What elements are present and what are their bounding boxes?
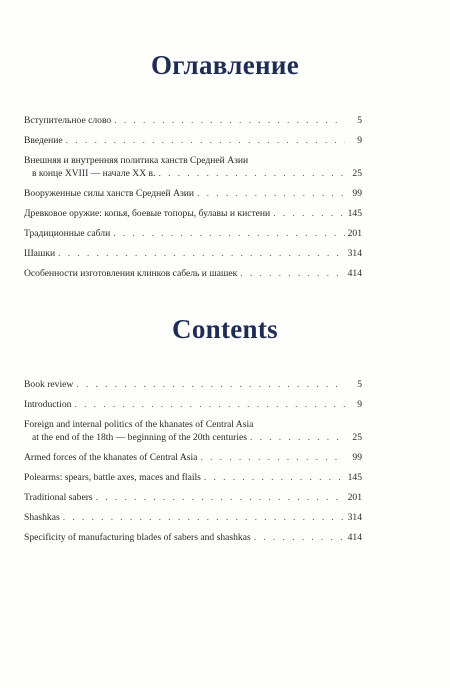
dot-leader <box>76 378 345 391</box>
english-toc-list <box>24 378 362 551</box>
toc-entry[interactable] <box>24 511 362 524</box>
dot-leader <box>74 398 345 411</box>
dot-leader <box>273 207 344 220</box>
toc-entry[interactable] <box>24 267 362 280</box>
toc-entry-page-number: 99 <box>352 188 362 199</box>
toc-entry-page-number: 9 <box>357 135 362 146</box>
toc-entry-page-number: 145 <box>347 472 362 483</box>
toc-entry-title: Armed forces of the khanates of Central Asia <box>24 452 198 463</box>
toc-entry-page-number: 145 <box>347 208 362 219</box>
dot-leader <box>200 451 345 464</box>
dot-leader <box>63 511 345 524</box>
toc-entry-page-number: 314 <box>347 512 362 523</box>
dot-leader <box>254 531 345 544</box>
toc-entry-title: Традиционные сабли <box>24 228 111 239</box>
toc-entry-page-number: 25 <box>352 168 362 179</box>
toc-entry-page-number: 414 <box>347 532 362 543</box>
toc-entry-page-number: 25 <box>352 432 362 443</box>
toc-entry[interactable] <box>24 378 362 391</box>
toc-entry-title: Book review <box>24 379 74 390</box>
toc-entry[interactable] <box>24 247 362 260</box>
toc-entry-page-number: 201 <box>347 228 362 239</box>
dot-leader <box>58 247 344 260</box>
toc-entry[interactable] <box>24 134 362 147</box>
toc-entry-page-number: 9 <box>357 399 362 410</box>
dot-leader <box>204 471 345 484</box>
toc-entry-title: Specificity of manufacturing blades of sabers and shashkas <box>24 532 251 543</box>
toc-entry[interactable] <box>24 154 362 180</box>
toc-entry-page-number: 414 <box>347 268 362 279</box>
dot-leader <box>158 167 345 180</box>
toc-entry-page-number: 201 <box>347 492 362 503</box>
toc-entry[interactable] <box>24 491 362 504</box>
toc-entry[interactable] <box>24 471 362 484</box>
toc-entry-title: Шашки <box>24 248 56 259</box>
toc-entry[interactable] <box>24 398 362 411</box>
toc-entry-page-number: 5 <box>357 379 362 390</box>
toc-entry-title-line: Foreign and internal politics of the khanates of Central Asia <box>24 419 254 430</box>
toc-entry-title: Shashkas <box>24 512 60 523</box>
toc-entry[interactable] <box>24 114 362 127</box>
dot-leader <box>96 491 345 504</box>
toc-entry-title: at the end of the 18th — beginning of the 20th centuries <box>32 432 248 443</box>
toc-entry-title: Introduction <box>24 399 72 410</box>
toc-entry-title: Polearms: spears, battle axes, maces and flails <box>24 472 201 483</box>
toc-entry[interactable] <box>24 531 362 544</box>
toc-entry[interactable] <box>24 227 362 240</box>
dot-leader <box>113 227 344 240</box>
toc-entry-title-line: Внешняя и внутренняя политика ханств Средней Азии <box>24 155 249 166</box>
toc-entry-title: Traditional sabers <box>24 492 93 503</box>
dot-leader <box>240 267 344 280</box>
toc-entry[interactable] <box>24 187 362 200</box>
toc-entry-page-number: 5 <box>357 115 362 126</box>
russian-toc-heading: Оглавление <box>151 50 299 80</box>
toc-entry[interactable] <box>24 451 362 464</box>
toc-entry-title: Древковое оружие: копья, боевые топоры, булавы и кистени <box>24 208 271 219</box>
toc-entry-page-number: 314 <box>347 248 362 259</box>
dot-leader <box>114 114 345 127</box>
toc-entry-page-number: 99 <box>352 452 362 463</box>
dot-leader <box>197 187 345 200</box>
dot-leader <box>66 134 345 147</box>
toc-entry[interactable] <box>24 418 362 444</box>
toc-entry-title: Особенности изготовления клинков сабель и шашек <box>24 268 238 279</box>
russian-toc-list <box>24 114 362 287</box>
toc-entry-title: Введение <box>24 135 63 146</box>
english-toc-heading: Contents <box>172 314 278 344</box>
toc-entry-title: Вступительное слово <box>24 115 112 126</box>
toc-entry-title: Вооруженные силы ханств Средней Азии <box>24 188 195 199</box>
toc-entry[interactable] <box>24 207 362 220</box>
toc-entry-title: в конце XVIII — начале XX в. <box>32 168 156 179</box>
dot-leader <box>250 431 345 444</box>
